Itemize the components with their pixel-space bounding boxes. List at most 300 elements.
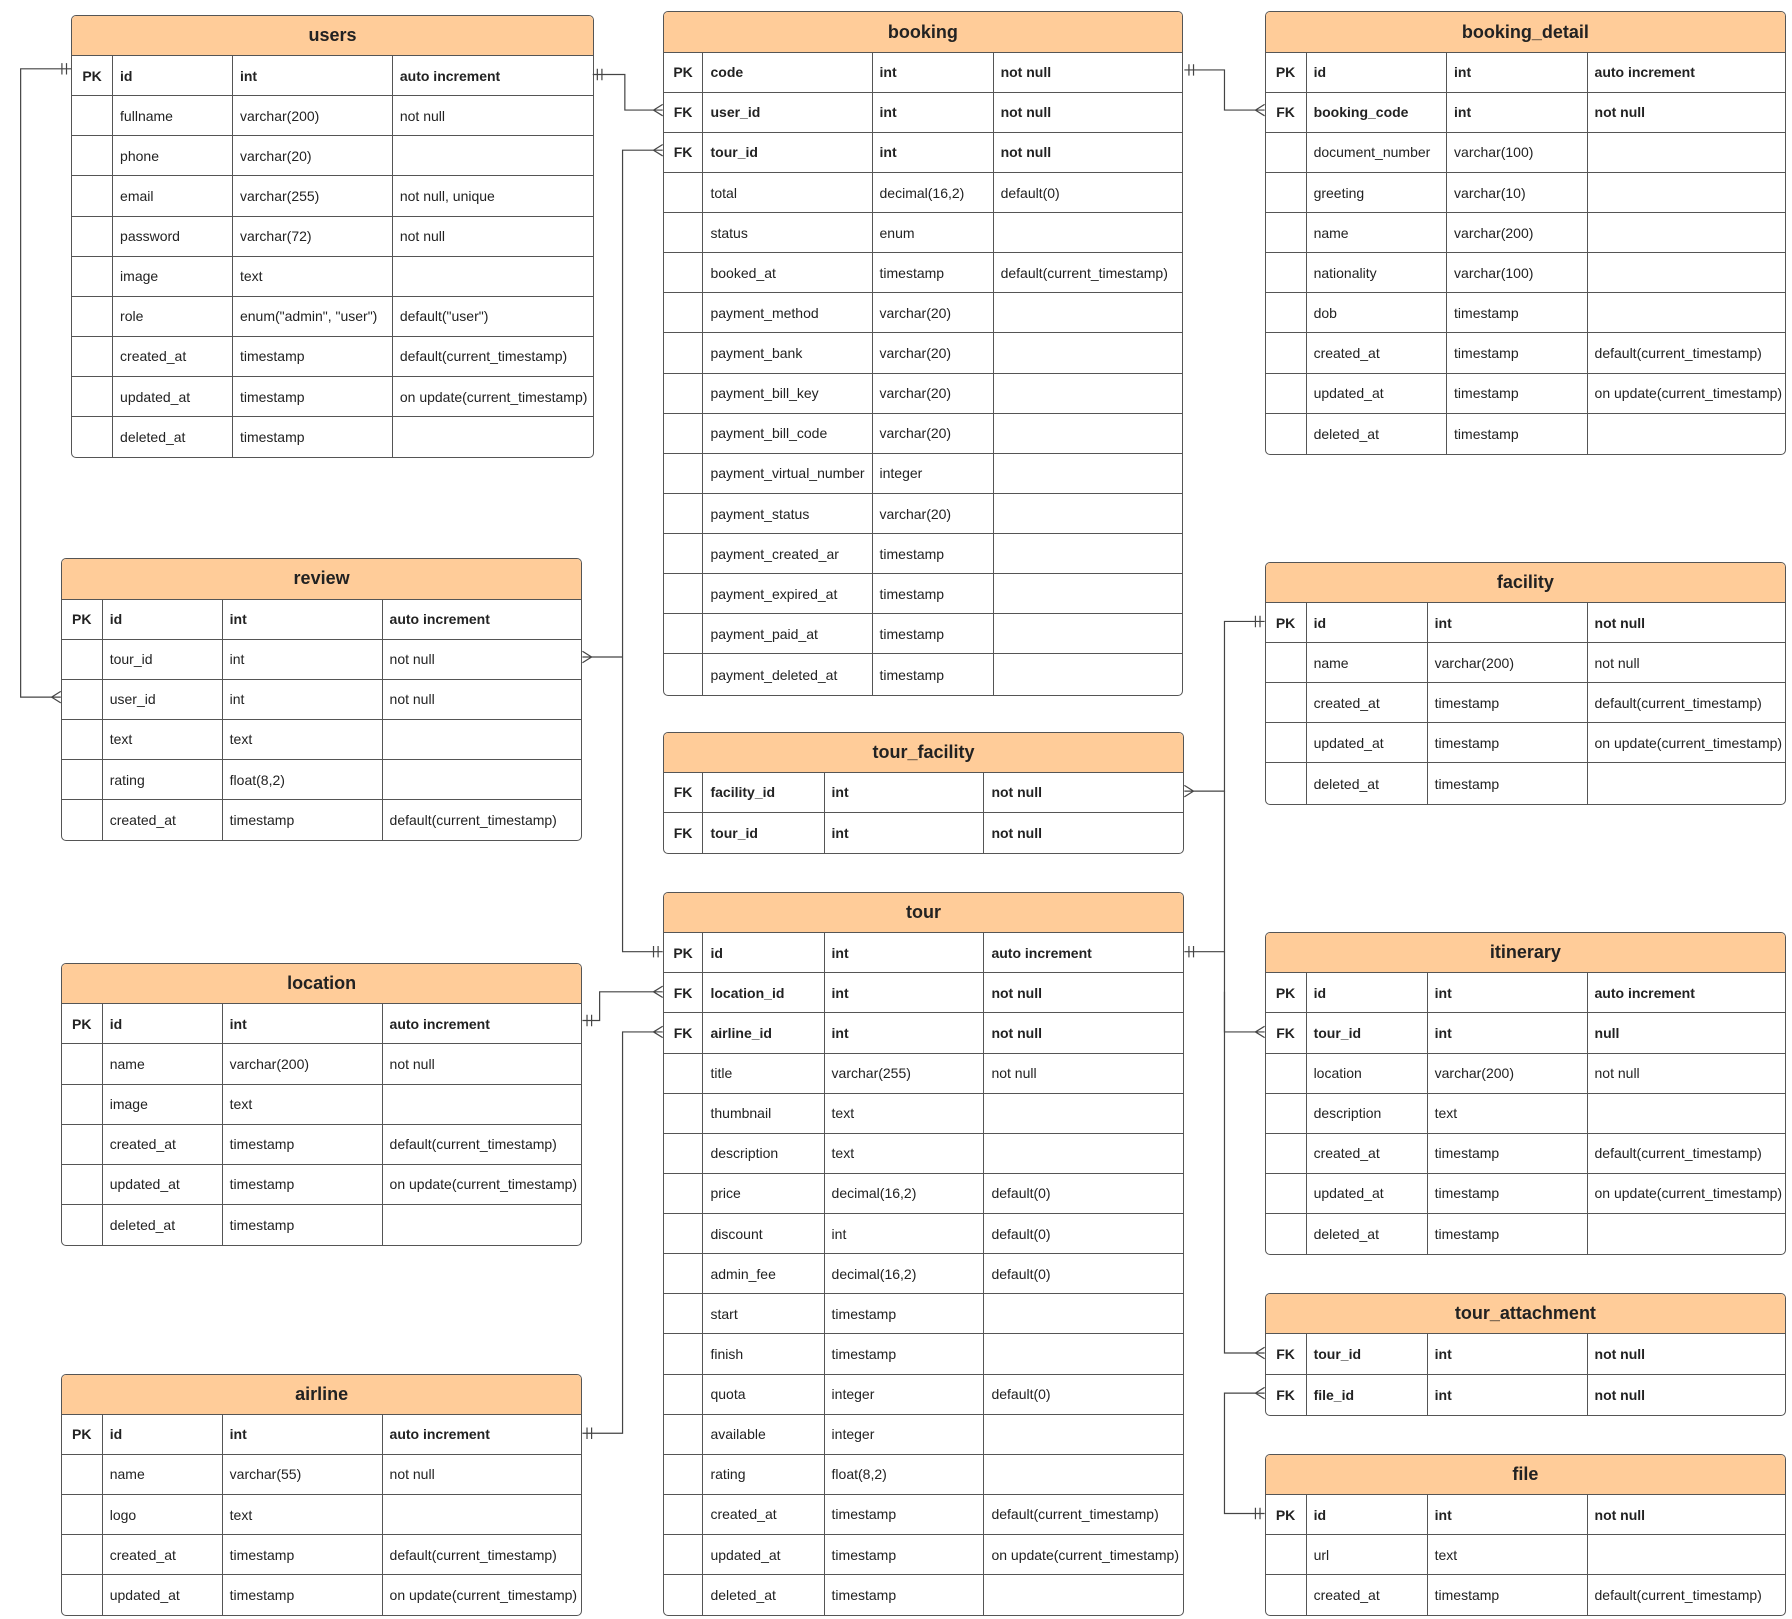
table-row[interactable] [1266,374,1786,414]
column-type-cell: varchar(100) [1446,253,1586,292]
column-constraint-cell: not null, unique [392,176,593,215]
table-row[interactable] [62,800,582,840]
table-row[interactable] [664,93,1183,133]
column-name-cell: start [702,1294,823,1333]
column-name-cell: payment_bank [702,333,871,372]
table-row[interactable] [664,1495,1184,1535]
table-row[interactable] [664,1535,1184,1575]
table-row[interactable] [72,377,593,417]
column-type-cell: varchar(100) [1446,133,1586,172]
column-constraint-cell [983,1294,1183,1333]
column-constraint-cell [993,374,1183,413]
column-constraint-cell: not null [1587,1495,1786,1534]
table-row[interactable] [664,1013,1184,1053]
column-type-cell: timestamp [824,1575,984,1615]
column-constraint-cell: default(0) [983,1375,1183,1414]
table-title: tour_attachment [1266,1294,1786,1334]
table-row[interactable] [72,136,593,176]
column-constraint-cell [993,654,1183,694]
column-constraint-cell: default(current_timestamp) [1587,683,1786,722]
column-type-cell: timestamp [872,253,993,292]
key-cell [72,96,112,135]
column-constraint-cell [1587,173,1786,212]
key-cell [62,680,102,719]
column-constraint-cell [983,1134,1183,1173]
table-row[interactable] [72,56,593,96]
column-name-cell: created_at [1306,1575,1427,1615]
column-type-cell: timestamp [1446,333,1586,372]
column-name-cell: tour_id [1306,1334,1427,1373]
table-row[interactable] [1266,973,1786,1013]
table-row[interactable] [62,600,582,640]
table-row[interactable] [62,1495,582,1535]
table-row[interactable] [664,454,1183,494]
table-row[interactable] [1266,333,1786,373]
column-name-cell: tour_id [702,813,823,853]
table-facility[interactable] [1265,562,1787,805]
column-name-cell: description [702,1134,823,1173]
key-cell: PK [1275,1506,1296,1523]
table-row[interactable] [1266,723,1786,763]
column-constraint-cell [983,1455,1183,1494]
table-row[interactable] [62,1575,582,1615]
key-cell: PK [1275,64,1296,81]
column-type-cell: varchar(20) [872,494,993,533]
table-row[interactable] [62,1535,582,1575]
table-row[interactable] [664,933,1184,973]
key-cell [62,800,102,840]
table-row[interactable] [1266,1134,1786,1174]
key-cell [62,1165,102,1204]
key-cell: FK [673,1024,693,1041]
column-type-cell: int [1427,1375,1587,1415]
column-name-cell: email [112,176,232,215]
column-name-cell: image [102,1085,222,1124]
column-type-cell: timestamp [1446,414,1586,454]
column-constraint-cell [1587,1214,1786,1254]
table-row[interactable] [664,494,1183,534]
column-type-cell: timestamp [232,377,392,416]
table-row[interactable] [62,1125,582,1165]
table-row[interactable] [664,333,1183,373]
column-name-cell: location [1306,1054,1427,1093]
column-name-cell: name [102,1044,222,1083]
key-cell [664,1334,703,1373]
column-type-cell: int [872,93,993,132]
column-name-cell: admin_fee [702,1254,823,1293]
key-cell [1266,1575,1306,1615]
key-cell: FK [673,784,693,801]
column-name-cell: id [1306,53,1446,92]
column-name-cell: name [1306,213,1446,252]
table-row[interactable] [664,773,1184,813]
table-row[interactable] [72,417,593,457]
table-row[interactable] [1266,213,1786,253]
table-row[interactable] [664,813,1184,853]
column-type-cell: timestamp [872,574,993,613]
table-row[interactable] [1266,1575,1786,1615]
column-name-cell: total [702,173,871,212]
table-row[interactable] [62,720,582,760]
table-row[interactable] [72,96,593,136]
key-cell [664,534,703,573]
key-cell [72,377,112,416]
table-row[interactable] [664,1375,1184,1415]
column-constraint-cell: default(current_timestamp) [983,1495,1183,1534]
key-cell: FK [673,104,693,121]
key-cell [664,574,703,613]
key-cell [62,1085,102,1124]
table-row[interactable] [72,176,593,216]
column-type-cell: int [1427,1013,1587,1052]
column-constraint-cell [1587,213,1786,252]
table-airline[interactable] [61,1374,583,1617]
table-row[interactable] [1266,133,1786,173]
table-row[interactable] [62,1415,582,1455]
table-users[interactable] [71,15,594,458]
key-cell [1266,683,1306,722]
table-row[interactable] [664,1134,1184,1174]
table-row[interactable] [1266,683,1786,723]
key-cell [664,654,703,694]
column-name-cell: updated_at [702,1535,823,1574]
table-row[interactable] [664,1094,1184,1134]
column-type-cell: int [824,1013,984,1052]
table-row[interactable] [1266,414,1786,454]
table-booking[interactable] [663,11,1184,695]
column-constraint-cell [983,1575,1183,1615]
column-type-cell: int [824,933,984,972]
key-cell: FK [673,824,693,841]
table-tour[interactable] [663,892,1185,1616]
column-name-cell: location_id [702,973,823,1012]
column-name-cell: status [702,213,871,252]
table-row[interactable] [664,574,1183,614]
column-constraint-cell: not null [993,133,1183,172]
table-row[interactable] [1266,93,1786,133]
key-cell [664,414,703,453]
column-constraint-cell: default(current_timestamp) [993,253,1183,292]
key-cell [72,136,112,175]
key-cell [664,213,703,252]
column-type-cell: int [222,640,382,679]
column-type-cell: enum("admin", "user") [232,297,392,336]
column-constraint-cell: not null [1587,93,1786,132]
column-constraint-cell: default(current_timestamp) [1587,1134,1786,1173]
key-cell [664,1134,703,1173]
column-type-cell: int [872,133,993,172]
key-cell [1266,374,1306,413]
table-row[interactable] [664,614,1183,654]
table-row[interactable] [62,680,582,720]
key-cell: PK [1275,984,1296,1001]
key-cell [664,1455,703,1494]
column-name-cell: deleted_at [1306,414,1446,454]
column-name-cell: thumbnail [702,1094,823,1133]
column-name-cell: created_at [102,1535,222,1574]
table-row[interactable] [664,293,1183,333]
key-cell [1266,1174,1306,1213]
column-type-cell: enum [872,213,993,252]
key-cell [62,1125,102,1164]
table-row[interactable] [1266,253,1786,293]
table-row[interactable] [664,133,1183,173]
column-constraint-cell [993,534,1183,573]
column-type-cell: timestamp [872,654,993,694]
table-row[interactable] [664,1455,1184,1495]
table-title: location [62,964,582,1004]
column-constraint-cell: default("user") [392,297,593,336]
column-type-cell: int [824,973,984,1012]
key-cell: PK [1275,614,1296,631]
column-name-cell: created_at [1306,333,1446,372]
table-row[interactable] [1266,763,1786,803]
table-row[interactable] [664,1214,1184,1254]
column-constraint-cell: default(0) [993,173,1183,212]
key-cell [664,173,703,212]
table-row[interactable] [1266,1375,1786,1415]
table-row[interactable] [664,374,1183,414]
column-name-cell: deleted_at [102,1205,222,1245]
key-cell: FK [673,984,693,1001]
column-type-cell: int [222,1004,382,1043]
column-name-cell: payment_expired_at [702,574,871,613]
column-type-cell: varchar(255) [232,176,392,215]
key-cell [664,293,703,332]
column-constraint-cell: not null [983,1054,1183,1093]
table-review[interactable] [61,558,583,841]
key-cell: FK [1276,1386,1295,1403]
table-row[interactable] [62,1004,582,1044]
table-tour-attachment[interactable] [1265,1293,1787,1415]
key-cell [62,640,102,679]
column-constraint-cell: not null [1587,643,1786,682]
table-row[interactable] [1266,643,1786,683]
table-row[interactable] [664,253,1183,293]
key-cell [664,1535,703,1574]
key-cell [72,217,112,256]
table-row[interactable] [664,1174,1184,1214]
column-name-cell: user_id [702,93,871,132]
column-constraint-cell: default(current_timestamp) [1587,333,1786,372]
column-type-cell: varchar(20) [872,374,993,413]
column-name-cell: updated_at [1306,374,1446,413]
column-name-cell: name [102,1455,222,1494]
column-name-cell: password [112,217,232,256]
table-row[interactable] [62,1165,582,1205]
column-name-cell: payment_paid_at [702,614,871,653]
column-constraint-cell [983,1094,1183,1133]
key-cell [72,176,112,215]
column-type-cell: decimal(16,2) [872,173,993,212]
table-row[interactable] [1266,1334,1786,1374]
table-row[interactable] [62,640,582,680]
column-constraint-cell [1587,253,1786,292]
column-constraint-cell: auto increment [382,1004,582,1043]
column-name-cell: finish [702,1334,823,1373]
column-constraint-cell: on update(current_timestamp) [1587,1174,1786,1213]
column-name-cell: role [112,297,232,336]
column-constraint-cell: not null [983,1013,1183,1052]
table-row[interactable] [664,654,1183,694]
table-row[interactable] [1266,173,1786,213]
column-constraint-cell: default(current_timestamp) [392,337,593,376]
column-type-cell: int [1427,973,1587,1012]
column-type-cell: timestamp [1446,293,1586,332]
column-type-cell: timestamp [1446,374,1586,413]
key-cell [664,1174,703,1213]
column-constraint-cell [1587,133,1786,172]
column-type-cell: int [872,53,993,92]
column-name-cell: payment_status [702,494,871,533]
column-constraint-cell: not null [983,973,1183,1012]
column-constraint-cell [983,1334,1183,1373]
column-constraint-cell: on update(current_timestamp) [983,1535,1183,1574]
column-name-cell: name [1306,643,1427,682]
key-cell [664,1495,703,1534]
table-row[interactable] [72,297,593,337]
column-constraint-cell: not null [1587,1334,1786,1373]
column-name-cell: price [702,1174,823,1213]
table-title: booking_detail [1266,12,1786,52]
table-row[interactable] [1266,293,1786,333]
column-constraint-cell [993,293,1183,332]
key-cell [62,1575,102,1615]
column-type-cell: int [1446,93,1586,132]
column-constraint-cell: not null [392,217,593,256]
table-row[interactable] [72,337,593,377]
column-constraint-cell [993,414,1183,453]
table-file[interactable] [1265,1454,1787,1617]
table-row[interactable] [62,1205,582,1245]
column-type-cell: timestamp [1427,723,1587,762]
column-type-cell: varchar(200) [232,96,392,135]
table-row[interactable] [1266,1495,1786,1535]
column-constraint-cell [382,720,582,759]
column-constraint-cell: auto increment [1587,973,1786,1012]
column-type-cell: text [222,1495,382,1534]
table-row[interactable] [664,1294,1184,1334]
table-row[interactable] [1266,1094,1786,1134]
table-row[interactable] [62,1455,582,1495]
column-constraint-cell [392,257,593,296]
key-cell [664,494,703,533]
column-type-cell: int [1427,1334,1587,1373]
column-type-cell: text [1427,1535,1587,1574]
table-row[interactable] [62,1085,582,1125]
table-row[interactable] [1266,1214,1786,1254]
table-row[interactable] [1266,1535,1786,1575]
key-cell [72,297,112,336]
column-constraint-cell: default(current_timestamp) [382,1125,582,1164]
table-booking-detail[interactable] [1265,11,1787,454]
column-constraint-cell: not null [983,813,1183,853]
column-type-cell: int [222,1415,382,1454]
table-location[interactable] [61,963,583,1246]
key-cell [62,760,102,799]
column-constraint-cell: not null [382,680,582,719]
column-constraint-cell [1587,1094,1786,1133]
column-name-cell: deleted_at [1306,763,1427,803]
table-row[interactable] [664,173,1183,213]
column-type-cell: text [222,1085,382,1124]
key-cell [664,1575,703,1615]
key-cell [72,257,112,296]
column-type-cell: varchar(20) [872,333,993,372]
key-cell: PK [72,1015,92,1032]
table-row[interactable] [1266,603,1786,643]
table-row[interactable] [1266,1174,1786,1214]
table-tour-facility[interactable] [663,732,1185,854]
table-row[interactable] [1266,53,1786,93]
key-cell [62,1495,102,1534]
column-constraint-cell [1587,293,1786,332]
table-title: users [72,16,593,56]
column-type-cell: varchar(200) [222,1044,382,1083]
key-cell [664,1214,703,1253]
column-name-cell: payment_bill_code [702,414,871,453]
column-type-cell: timestamp [1427,1174,1587,1213]
table-row[interactable] [664,1334,1184,1374]
table-row[interactable] [664,414,1183,454]
column-name-cell: updated_at [1306,723,1427,762]
key-cell [1266,1535,1306,1574]
table-row[interactable] [1266,1013,1786,1053]
table-row[interactable] [664,534,1183,574]
column-constraint-cell [1587,1535,1786,1574]
table-row[interactable] [664,1254,1184,1294]
column-name-cell: updated_at [112,377,232,416]
column-name-cell: tour_id [702,133,871,172]
column-constraint-cell: not null [1587,603,1786,642]
column-type-cell: float(8,2) [222,760,382,799]
table-row[interactable] [72,257,593,297]
table-title: facility [1266,563,1786,603]
table-row[interactable] [62,1044,582,1084]
table-row[interactable] [664,1054,1184,1094]
table-itinerary[interactable] [1265,932,1787,1255]
column-constraint-cell: not null [382,1044,582,1083]
column-type-cell: timestamp [1427,1575,1587,1615]
table-row[interactable] [62,760,582,800]
table-row[interactable] [664,53,1183,93]
column-type-cell: varchar(20) [232,136,392,175]
column-constraint-cell: not null [993,53,1183,92]
table-row[interactable] [664,973,1184,1013]
table-row[interactable] [664,1575,1184,1615]
key-cell: PK [82,67,102,84]
column-type-cell: timestamp [1427,1134,1587,1173]
column-type-cell: timestamp [1427,683,1587,722]
column-type-cell: text [824,1094,984,1133]
table-row[interactable] [664,213,1183,253]
column-name-cell: booked_at [702,253,871,292]
column-type-cell: text [232,257,392,296]
column-name-cell: created_at [1306,683,1427,722]
column-type-cell: varchar(255) [824,1054,984,1093]
column-name-cell: text [102,720,222,759]
column-type-cell: timestamp [824,1535,984,1574]
table-row[interactable] [1266,1054,1786,1094]
column-type-cell: timestamp [222,800,382,840]
table-row[interactable] [664,1415,1184,1455]
column-constraint-cell [983,1415,1183,1454]
table-row[interactable] [72,217,593,257]
column-name-cell: discount [702,1214,823,1253]
key-cell [664,614,703,653]
key-cell [1266,133,1306,172]
key-cell [72,417,112,457]
